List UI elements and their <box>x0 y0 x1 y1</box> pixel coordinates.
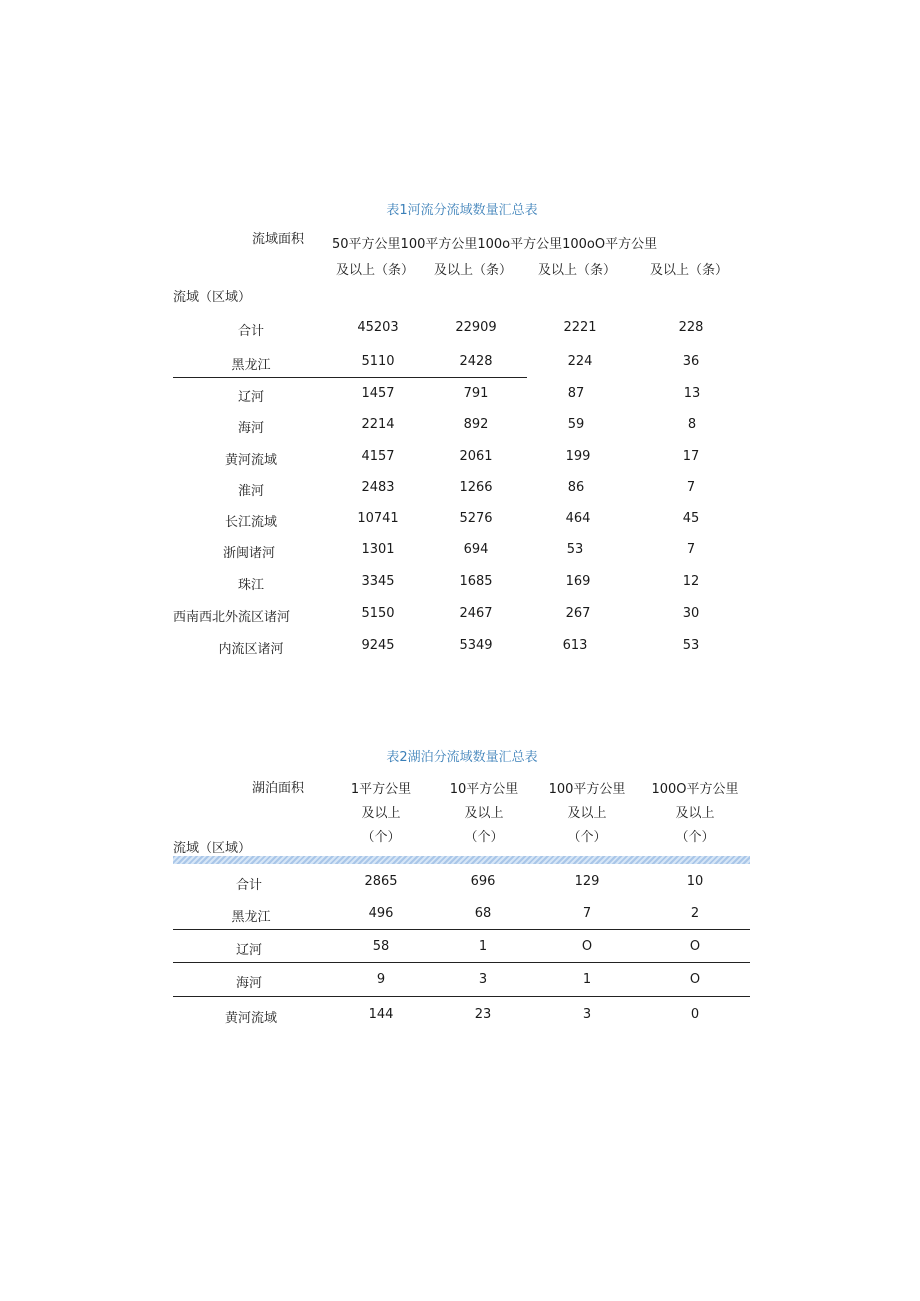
cell: 696 <box>470 874 496 889</box>
cell: 5110 <box>361 354 395 369</box>
cell: 224 <box>567 354 593 369</box>
table1-header-line1: 50平方公里100平方公里100o平方公里100oO平方公里 <box>332 237 658 252</box>
header-line: （个） <box>361 830 401 845</box>
cell: 129 <box>574 874 600 889</box>
row-name: 长江流域 <box>224 515 278 530</box>
row-name: 淮河 <box>237 484 265 499</box>
cell: 169 <box>565 574 591 589</box>
header-line: （个） <box>464 830 504 845</box>
cell: 10741 <box>357 511 399 526</box>
cell: 267 <box>565 606 591 621</box>
table2-corner-top: 湖泊面积 <box>252 781 305 796</box>
table1-divider <box>173 377 527 378</box>
cell: 58 <box>372 939 390 954</box>
row-name: 海河 <box>235 976 263 991</box>
table1-header-col1: 及以上（条） <box>335 263 415 278</box>
cell: 694 <box>463 542 489 557</box>
table1-corner-top: 流域面积 <box>252 232 305 247</box>
cell: 1685 <box>459 574 493 589</box>
table2-header-band <box>173 856 750 864</box>
cell: 4157 <box>361 449 395 464</box>
cell: 22909 <box>455 320 497 335</box>
row-name: 黄河流域 <box>224 1011 278 1026</box>
cell: 1457 <box>361 386 395 401</box>
cell: 791 <box>463 386 489 401</box>
cell: 1 <box>582 972 592 987</box>
table2-header-col4 <box>651 778 738 850</box>
cell: 45203 <box>357 320 399 335</box>
cell: 464 <box>565 511 591 526</box>
cell: 12 <box>682 574 700 589</box>
cell: 1266 <box>459 480 493 495</box>
cell: 45 <box>682 511 700 526</box>
cell: 0 <box>690 1007 700 1022</box>
row-name: 珠江 <box>237 578 265 593</box>
cell: 10 <box>686 874 704 889</box>
cell: 3 <box>478 972 488 987</box>
table2-divider <box>173 929 750 930</box>
cell: 5349 <box>459 638 493 653</box>
table1-corner-bottom: 流域（区域） <box>173 290 252 305</box>
cell: 59 <box>567 417 585 432</box>
header-line: 及以上 <box>464 806 504 821</box>
cell: 2865 <box>364 874 398 889</box>
header-line: 100平方公里 <box>548 782 626 797</box>
cell: O <box>689 939 701 954</box>
table2-title: 表2湖泊分流域数量汇总表 <box>386 750 538 765</box>
row-name: 黑龙江 <box>231 358 271 373</box>
cell: 13 <box>683 386 701 401</box>
cell: 30 <box>682 606 700 621</box>
row-name: 西南西北外流区诸河 <box>173 610 291 625</box>
cell: 9245 <box>361 638 395 653</box>
table2-header-col3 <box>549 778 626 850</box>
table2-corner-bottom: 流域（区域） <box>173 841 252 856</box>
cell: 5150 <box>361 606 395 621</box>
table2-header-col2 <box>450 778 519 850</box>
cell: 86 <box>567 480 585 495</box>
cell: 892 <box>463 417 489 432</box>
table2-divider <box>173 962 750 963</box>
cell: 8 <box>687 417 697 432</box>
cell: 2061 <box>459 449 493 464</box>
header-line: 10平方公里 <box>449 782 519 797</box>
cell: 199 <box>565 449 591 464</box>
cell: 2467 <box>459 606 493 621</box>
cell: O <box>689 972 701 987</box>
cell: 53 <box>682 638 700 653</box>
cell: 144 <box>368 1007 394 1022</box>
cell: 17 <box>682 449 700 464</box>
cell: 87 <box>567 386 585 401</box>
cell: 2428 <box>459 354 493 369</box>
header-line: 1平方公里 <box>350 782 412 797</box>
header-line: 及以上 <box>361 806 401 821</box>
header-line: 及以上 <box>567 806 607 821</box>
row-name: 海河 <box>237 421 265 436</box>
row-name: 黄河流域 <box>224 453 278 468</box>
cell: 7 <box>582 906 592 921</box>
cell: 2214 <box>361 417 395 432</box>
table1-header-col2: 及以上（条） <box>433 263 513 278</box>
cell: 1 <box>478 939 488 954</box>
cell: 228 <box>678 320 704 335</box>
header-line: 100O平方公里 <box>651 782 739 797</box>
table1-header-col4: 及以上（条） <box>649 263 729 278</box>
cell: 496 <box>368 906 394 921</box>
table2-divider <box>173 996 750 997</box>
cell: 23 <box>474 1007 492 1022</box>
row-name: 合计 <box>237 324 265 339</box>
cell: 9 <box>376 972 386 987</box>
table1-header-col3: 及以上（条） <box>537 263 617 278</box>
cell: 7 <box>686 542 696 557</box>
cell: 5276 <box>459 511 493 526</box>
cell: 53 <box>566 542 584 557</box>
row-name: 合计 <box>235 878 263 893</box>
row-name: 辽河 <box>237 390 265 405</box>
header-line: 及以上 <box>675 806 715 821</box>
header-line: （个） <box>567 830 607 845</box>
cell: 3345 <box>361 574 395 589</box>
table2-header-col1 <box>351 778 411 850</box>
table1-title: 表1河流分流域数量汇总表 <box>386 203 538 218</box>
row-name: 内流区诸河 <box>218 642 284 657</box>
cell: 36 <box>682 354 700 369</box>
row-name: 辽河 <box>235 943 263 958</box>
cell: O <box>581 939 593 954</box>
cell: 7 <box>686 480 696 495</box>
cell: 2483 <box>361 480 395 495</box>
cell: 2 <box>690 906 700 921</box>
cell: 68 <box>474 906 492 921</box>
cell: 613 <box>562 638 588 653</box>
row-name: 浙闽诸河 <box>222 546 276 561</box>
cell: 3 <box>582 1007 592 1022</box>
cell: 2221 <box>563 320 597 335</box>
cell: 1301 <box>361 542 395 557</box>
header-line: （个） <box>675 830 715 845</box>
row-name: 黑龙江 <box>231 910 271 925</box>
